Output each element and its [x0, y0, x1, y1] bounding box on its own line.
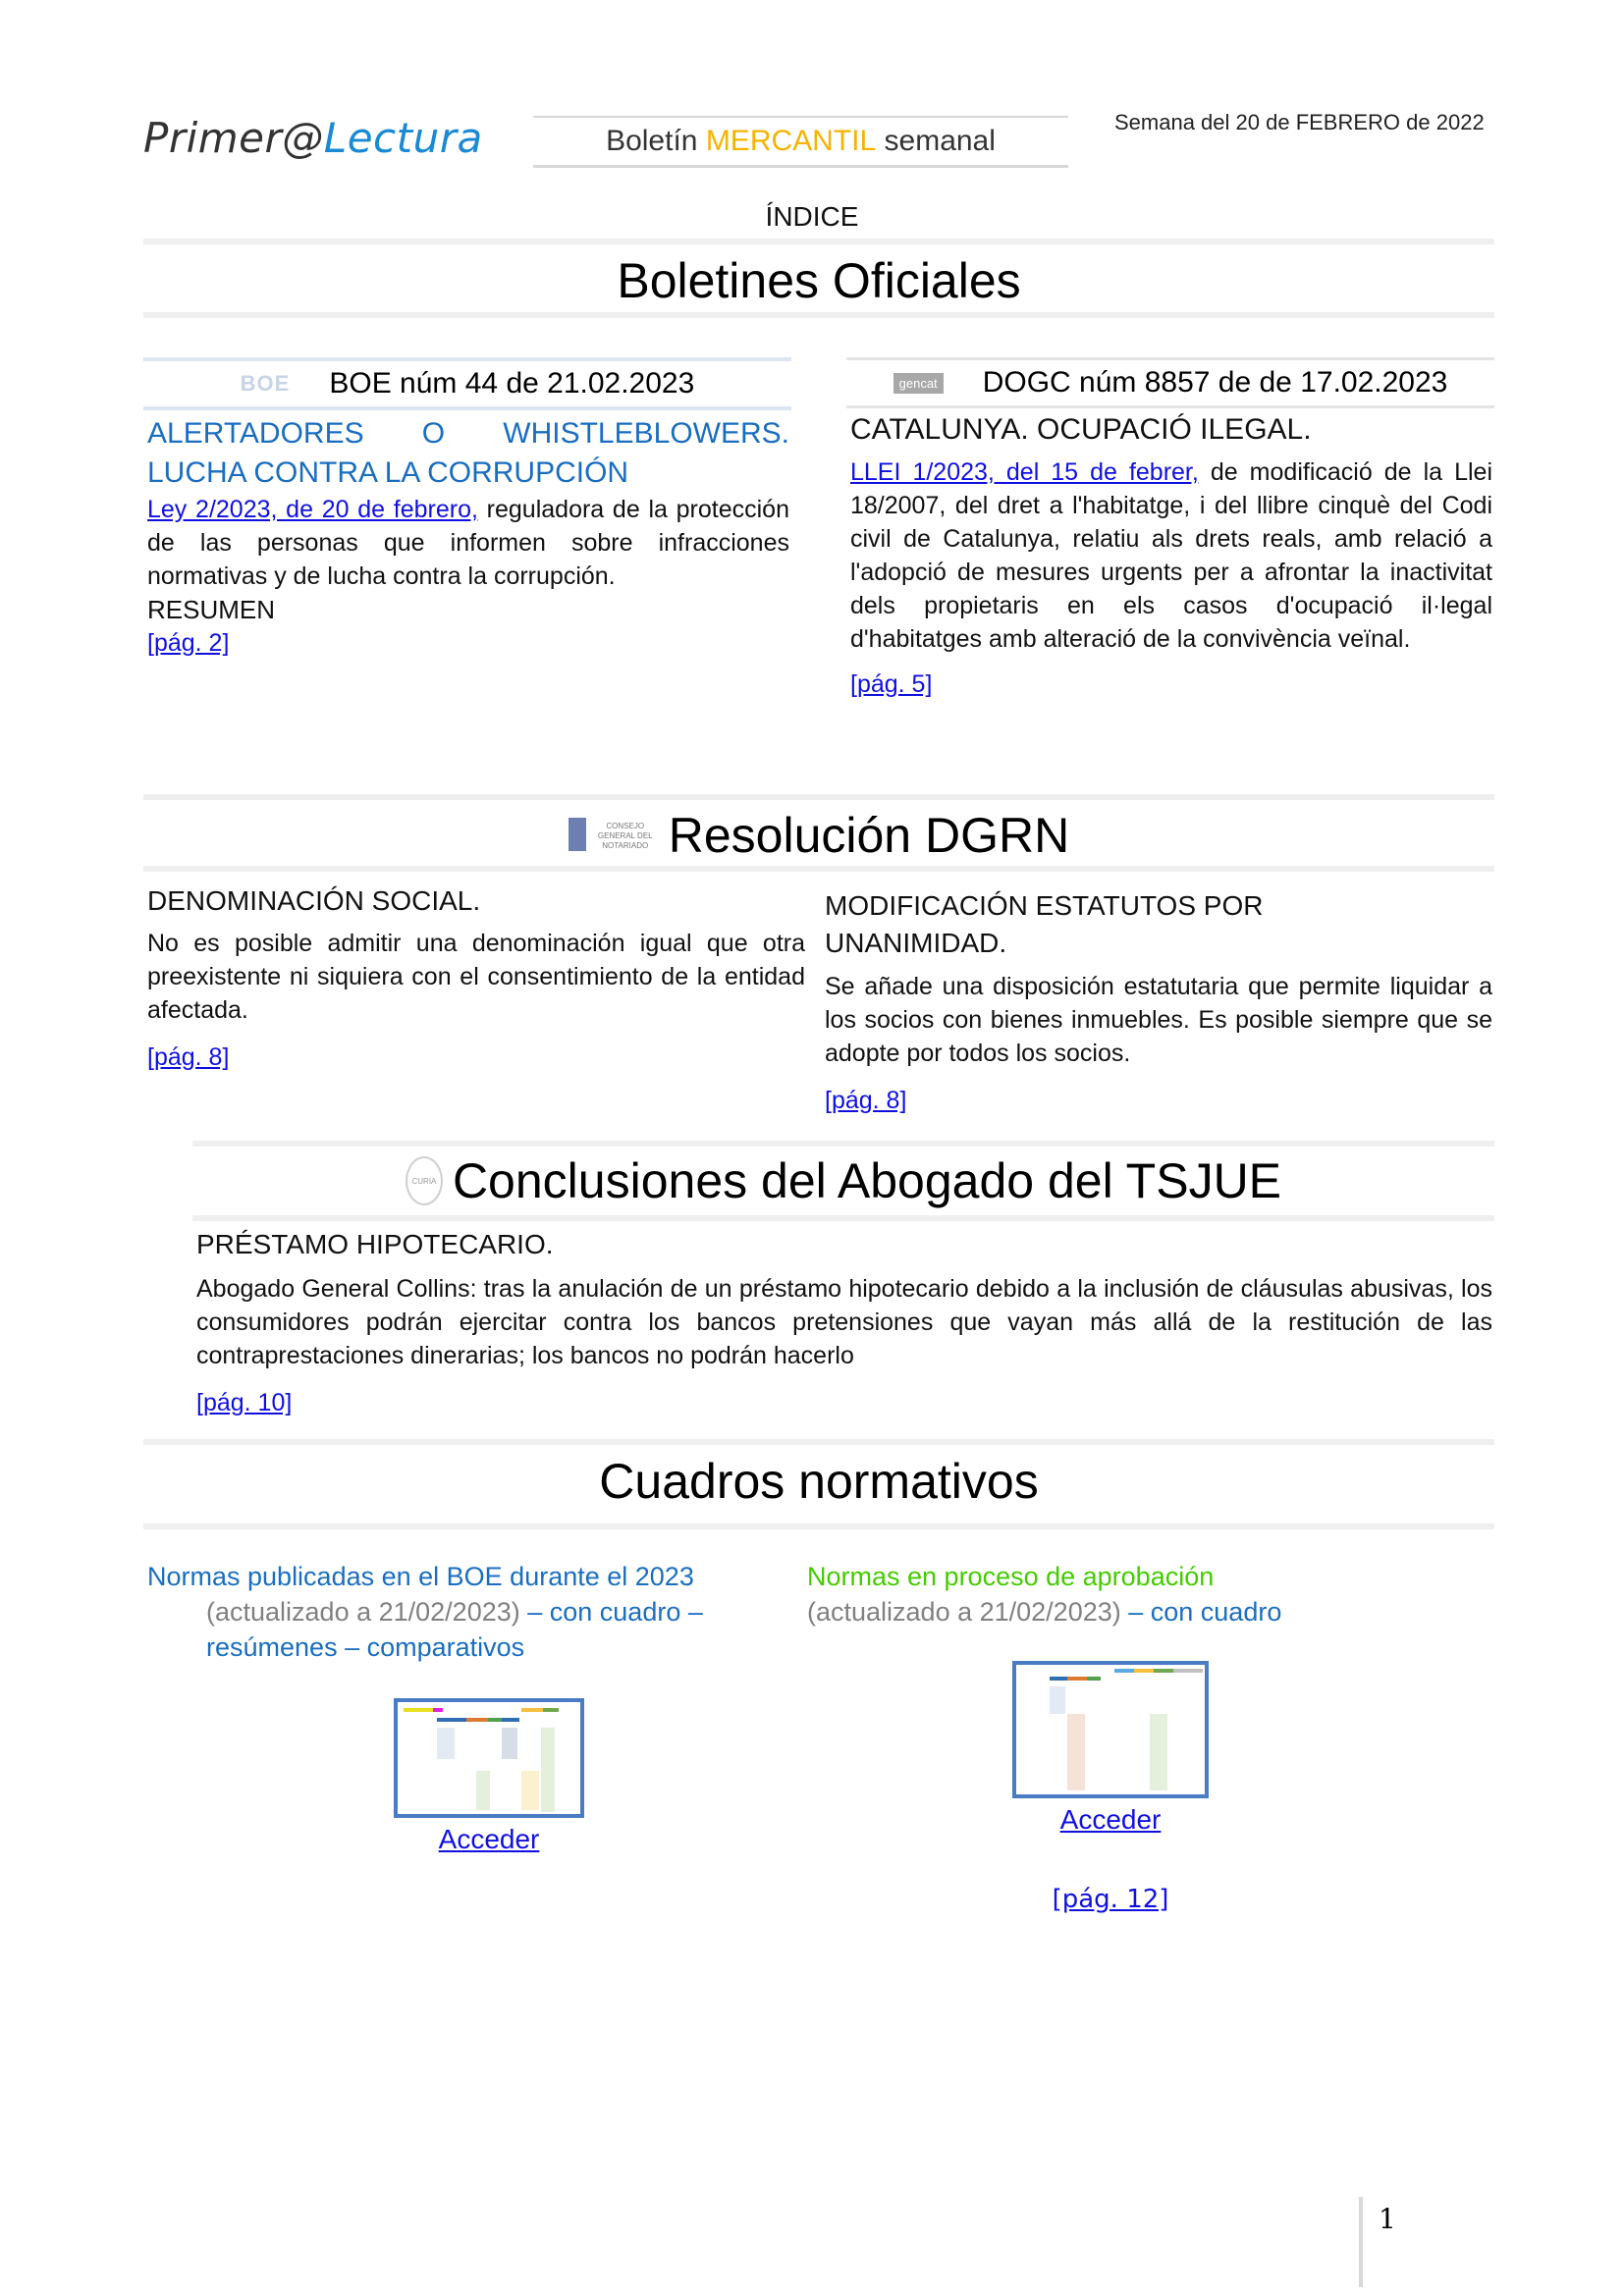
dogc-heading	[846, 357, 1494, 408]
cuadros-aprobacion-heading: Normas en proceso de aprobación	[807, 1562, 1215, 1591]
cuadros-aprobacion-extras: – con cuadro	[1120, 1597, 1282, 1627]
cuadro-boe-thumbnail[interactable]	[394, 1698, 584, 1818]
cuadros-boe-updated: (actualizado a 21/02/2023)	[206, 1597, 520, 1627]
tsjue-title-text: Conclusiones del Abogado del TSJUE	[452, 1153, 1282, 1208]
dgrn-title-text: Resolución DGRN	[668, 808, 1070, 863]
curia-logo-icon: CURIA	[406, 1156, 443, 1205]
dgrn-body: No es posible admitir una denominación igual que otra preexistente ni siquiera con el consentimiento de la entidad afectada.	[147, 930, 805, 1024]
cuadro-aprobacion-thumbnail[interactable]	[1012, 1661, 1209, 1798]
dgrn-body: Se añade una disposición estatutaria que permite liquidar a los socios con bienes inmuebles. Es posible siempre que se adopte por todos los socios.	[825, 973, 1492, 1067]
cuadro-aprobacion-access-link[interactable]: Acceder	[1059, 1804, 1162, 1835]
section-title-boletines: Boletines Oficiales	[617, 253, 1021, 308]
boe-page-link[interactable]: [pág. 2]	[147, 629, 230, 657]
boe-law-link[interactable]: Ley 2/2023, de 20 de febrero,	[147, 496, 478, 523]
tsjue-page-link[interactable]: [pág. 10]	[196, 1389, 293, 1416]
dogc-heading-text: DOGC núm 8857 de de 17.02.2023	[982, 366, 1448, 399]
tsjue-entry	[196, 1225, 1492, 1419]
section-divider	[143, 866, 1494, 872]
cuadro-boe-access	[394, 1824, 584, 1855]
section-divider	[143, 239, 1494, 244]
dgrn-item	[825, 887, 1492, 1117]
logo-part-lectura: Lectura	[323, 114, 483, 162]
boe-logo-icon: BOE	[240, 371, 291, 396]
boe-resumen-label: RESUMEN	[147, 595, 276, 624]
dgrn-page-link[interactable]: [pág. 8]	[147, 1043, 230, 1071]
dgrn-topic: DENOMINACIÓN SOCIAL.	[147, 885, 481, 916]
dgrn-item	[147, 881, 805, 1074]
dgrn-topic: MODIFICACIÓN ESTATUTOS POR UNANIMIDAD.	[825, 890, 1264, 958]
section-divider	[143, 794, 1494, 800]
section-divider	[192, 1215, 1494, 1221]
section-title-dgrn	[143, 803, 1494, 868]
index-heading: ÍNDICE	[765, 201, 859, 232]
section-title-tsjue	[192, 1148, 1494, 1213]
week-label: Semana del 20 de FEBRERO de 2022	[1114, 110, 1485, 134]
cuadro-boe-access-link[interactable]: Acceder	[438, 1824, 540, 1854]
tsjue-topic: PRÉSTAMO HIPOTECARIO.	[196, 1229, 554, 1259]
page-number: 1	[1379, 2203, 1396, 2235]
bulletin-prefix: Boletín	[606, 125, 698, 157]
gencat-logo-icon: gencat	[893, 373, 944, 394]
logo-part-primer: Primer@	[143, 114, 324, 162]
brand-logo	[143, 114, 483, 162]
boe-heading-text: BOE núm 44 de 21.02.2023	[329, 367, 695, 400]
section-title-cuadros: Cuadros normativos	[599, 1454, 1039, 1509]
cuadro-aprobacion-access	[1012, 1804, 1209, 1836]
dogc-entry	[850, 410, 1492, 701]
cuadros-boe-heading: Normas publicadas en el BOE durante el 2023	[147, 1562, 694, 1591]
dogc-law-link[interactable]: LLEI 1/2023, del 15 de febrer,	[850, 458, 1199, 486]
section-divider	[143, 1523, 1494, 1529]
cuadros-page	[1012, 1885, 1209, 1914]
bulletin-highlight: MERCANTIL	[705, 125, 877, 157]
section-divider	[143, 312, 1494, 318]
boe-entry	[147, 414, 789, 660]
bulletin-suffix: semanal	[884, 125, 996, 157]
cuadros-boe-entry	[147, 1559, 756, 1665]
boe-topic: ALERTADORES O WHISTLEBLOWERS. LUCHA CONTRA LA CORRUPCIÓN	[147, 417, 789, 489]
dogc-description	[850, 455, 1492, 656]
boe-heading	[143, 357, 791, 410]
dogc-topic: CATALUNYA. OCUPACIÓ ILEGAL.	[850, 413, 1312, 446]
section-divider	[143, 1439, 1494, 1445]
cuadros-aprobacion-entry	[807, 1559, 1494, 1629]
dgrn-page-link[interactable]: [pág. 8]	[825, 1087, 907, 1114]
dogc-page-link[interactable]: [pág. 5]	[850, 670, 933, 698]
tsjue-body: Abogado General Collins: tras la anulación de un préstamo hipotecario debido a la inclusión de cláusulas abusivas, los consumidores podrán ejercitar contra los bancos pretensiones que vayan más allá de la restitución de las contraprestaciones dinerarias; los bancos no podrán hacerlo	[196, 1275, 1492, 1369]
boe-description	[147, 493, 789, 593]
bulletin-title	[533, 116, 1068, 168]
cuadros-boe-extras: – con cuadro – resúmenes – comparativos	[206, 1597, 703, 1662]
boe-body: reguladora de la protección de las personas que informen sobre infracciones normativas y de lucha contra la corrupción.	[147, 496, 789, 590]
cuadros-aprobacion-updated: (actualizado a 21/02/2023)	[807, 1597, 1121, 1627]
notariado-logo-icon: CONSEJO GENERAL DEL NOTARIADO	[568, 816, 659, 855]
cuadros-page-link[interactable]: [pág. 12]	[1052, 1885, 1169, 1914]
section-divider	[192, 1141, 1494, 1147]
dogc-body: de modificació de la Llei 18/2007, del dret a l'habitatge, i del llibre cinquè del Codi civil de Catalunya, relatiu als drets reals, amb relació a l'adopció de mesures urgents per a afrontar la inactivitat dels propietaris en els casos d'ocupació il·legal d'habitatges amb alteració de la convivència veïnal.	[850, 458, 1492, 653]
page-number-rule	[1359, 2197, 1363, 2287]
